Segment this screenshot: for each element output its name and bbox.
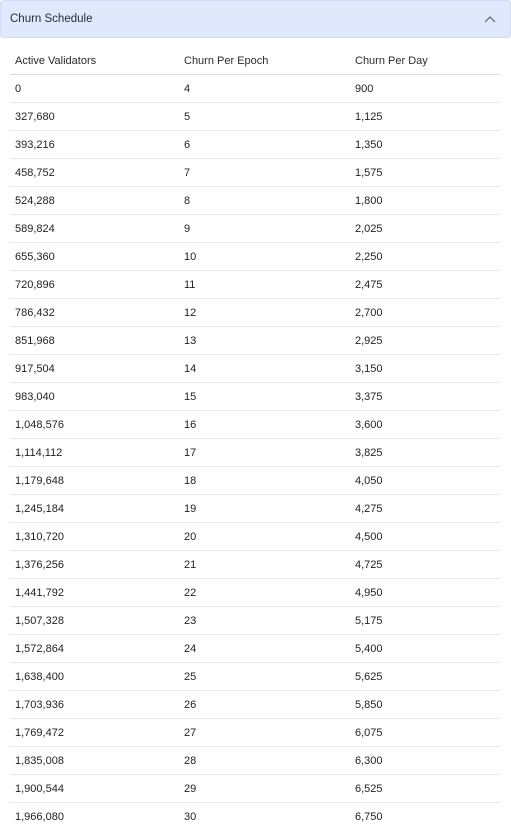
- churn-per-day-cell: 5,400: [350, 635, 500, 663]
- table-row: [10, 159, 500, 187]
- churn-per-epoch-cell: 4: [179, 75, 350, 103]
- churn-per-epoch-cell: 20: [179, 523, 350, 551]
- churn-per-epoch-cell: 15: [179, 383, 350, 411]
- active-validators-cell: 1,179,648: [10, 467, 179, 495]
- active-validators-cell: 1,048,576: [10, 411, 179, 439]
- chevron-up-icon[interactable]: [482, 11, 498, 27]
- churn-per-day-cell: 6,525: [350, 775, 500, 803]
- active-validators-cell: 1,310,720: [10, 523, 179, 551]
- table-row: [10, 243, 500, 271]
- churn-per-epoch-cell: 28: [179, 747, 350, 775]
- table-row: [10, 551, 500, 579]
- active-validators-cell: 1,572,864: [10, 635, 179, 663]
- churn-table-container: [0, 38, 511, 830]
- table-row: [10, 75, 500, 103]
- churn-per-day-cell: 2,025: [350, 215, 500, 243]
- active-validators-cell: 1,769,472: [10, 719, 179, 747]
- churn-per-epoch-cell: 5: [179, 103, 350, 131]
- churn-per-day-cell: 1,125: [350, 103, 500, 131]
- churn-per-day-cell: 4,500: [350, 523, 500, 551]
- churn-per-epoch-cell: 9: [179, 215, 350, 243]
- churn-per-day-cell: 4,725: [350, 551, 500, 579]
- active-validators-cell: 1,835,008: [10, 747, 179, 775]
- table-body: [10, 75, 500, 830]
- churn-per-day-cell: 6,750: [350, 803, 500, 830]
- churn-per-epoch-cell: 23: [179, 607, 350, 635]
- churn-per-epoch-cell: 29: [179, 775, 350, 803]
- active-validators-cell: 1,507,328: [10, 607, 179, 635]
- table-row: [10, 383, 500, 411]
- table-row: [10, 411, 500, 439]
- churn-per-epoch-cell: 21: [179, 551, 350, 579]
- churn-per-day-cell: 2,925: [350, 327, 500, 355]
- churn-per-day-cell: 1,800: [350, 187, 500, 215]
- churn-per-epoch-cell: 27: [179, 719, 350, 747]
- active-validators-cell: 851,968: [10, 327, 179, 355]
- active-validators-cell: 1,376,256: [10, 551, 179, 579]
- table-row: [10, 775, 500, 803]
- table-row: [10, 327, 500, 355]
- table-row: [10, 271, 500, 299]
- active-validators-cell: 1,114,112: [10, 439, 179, 467]
- churn-per-day-cell: 1,575: [350, 159, 500, 187]
- churn-per-epoch-cell: 26: [179, 691, 350, 719]
- churn-per-day-cell: 5,175: [350, 607, 500, 635]
- table-row: [10, 299, 500, 327]
- active-validators-cell: 1,966,080: [10, 803, 179, 830]
- churn-per-epoch-cell: 18: [179, 467, 350, 495]
- table-row: [10, 663, 500, 691]
- churn-per-day-cell: 900: [350, 75, 500, 103]
- churn-per-epoch-cell: 6: [179, 131, 350, 159]
- active-validators-cell: 1,245,184: [10, 495, 179, 523]
- table-row: [10, 355, 500, 383]
- column-header-active-validators: Active Validators: [10, 48, 179, 75]
- table-row: [10, 215, 500, 243]
- churn-per-epoch-cell: 10: [179, 243, 350, 271]
- churn-per-epoch-cell: 7: [179, 159, 350, 187]
- table-row: [10, 579, 500, 607]
- active-validators-cell: 0: [10, 75, 179, 103]
- table-row: [10, 803, 500, 830]
- column-header-churn-per-epoch: Churn Per Epoch: [179, 48, 350, 75]
- active-validators-cell: 1,638,400: [10, 663, 179, 691]
- active-validators-cell: 327,680: [10, 103, 179, 131]
- churn-per-epoch-cell: 19: [179, 495, 350, 523]
- churn-per-day-cell: 5,850: [350, 691, 500, 719]
- churn-per-epoch-cell: 14: [179, 355, 350, 383]
- churn-per-day-cell: 1,350: [350, 131, 500, 159]
- churn-per-epoch-cell: 22: [179, 579, 350, 607]
- churn-per-day-cell: 2,475: [350, 271, 500, 299]
- churn-per-epoch-cell: 30: [179, 803, 350, 830]
- churn-per-day-cell: 2,250: [350, 243, 500, 271]
- column-header-churn-per-day: Churn Per Day: [350, 48, 500, 75]
- churn-per-epoch-cell: 13: [179, 327, 350, 355]
- churn-per-day-cell: 6,300: [350, 747, 500, 775]
- active-validators-cell: 983,040: [10, 383, 179, 411]
- active-validators-cell: 393,216: [10, 131, 179, 159]
- active-validators-cell: 1,900,544: [10, 775, 179, 803]
- churn-per-epoch-cell: 11: [179, 271, 350, 299]
- table-row: [10, 187, 500, 215]
- churn-per-day-cell: 3,150: [350, 355, 500, 383]
- churn-per-epoch-cell: 8: [179, 187, 350, 215]
- active-validators-cell: 589,824: [10, 215, 179, 243]
- active-validators-cell: 524,288: [10, 187, 179, 215]
- active-validators-cell: 917,504: [10, 355, 179, 383]
- table-row: [10, 635, 500, 663]
- churn-per-epoch-cell: 24: [179, 635, 350, 663]
- table-row: [10, 719, 500, 747]
- churn-per-day-cell: 3,600: [350, 411, 500, 439]
- churn-per-day-cell: 3,825: [350, 439, 500, 467]
- table-row: [10, 439, 500, 467]
- active-validators-cell: 786,432: [10, 299, 179, 327]
- churn-per-day-cell: 3,375: [350, 383, 500, 411]
- churn-per-day-cell: 4,950: [350, 579, 500, 607]
- table-row: [10, 495, 500, 523]
- accordion-header[interactable]: [0, 0, 511, 38]
- churn-per-epoch-cell: 12: [179, 299, 350, 327]
- active-validators-cell: 720,896: [10, 271, 179, 299]
- table-row: [10, 747, 500, 775]
- churn-per-epoch-cell: 16: [179, 411, 350, 439]
- churn-per-day-cell: 5,625: [350, 663, 500, 691]
- table-row: [10, 607, 500, 635]
- churn-per-epoch-cell: 17: [179, 439, 350, 467]
- active-validators-cell: 1,441,792: [10, 579, 179, 607]
- table-header-row: [10, 48, 500, 75]
- active-validators-cell: 1,703,936: [10, 691, 179, 719]
- churn-per-day-cell: 4,275: [350, 495, 500, 523]
- churn-per-day-cell: 4,050: [350, 467, 500, 495]
- active-validators-cell: 655,360: [10, 243, 179, 271]
- active-validators-cell: 458,752: [10, 159, 179, 187]
- churn-table: [10, 48, 500, 830]
- accordion-title: Churn Schedule: [10, 13, 92, 25]
- table-row: [10, 103, 500, 131]
- table-row: [10, 523, 500, 551]
- churn-per-day-cell: 2,700: [350, 299, 500, 327]
- churn-per-day-cell: 6,075: [350, 719, 500, 747]
- table-row: [10, 691, 500, 719]
- table-row: [10, 467, 500, 495]
- churn-per-epoch-cell: 25: [179, 663, 350, 691]
- table-row: [10, 131, 500, 159]
